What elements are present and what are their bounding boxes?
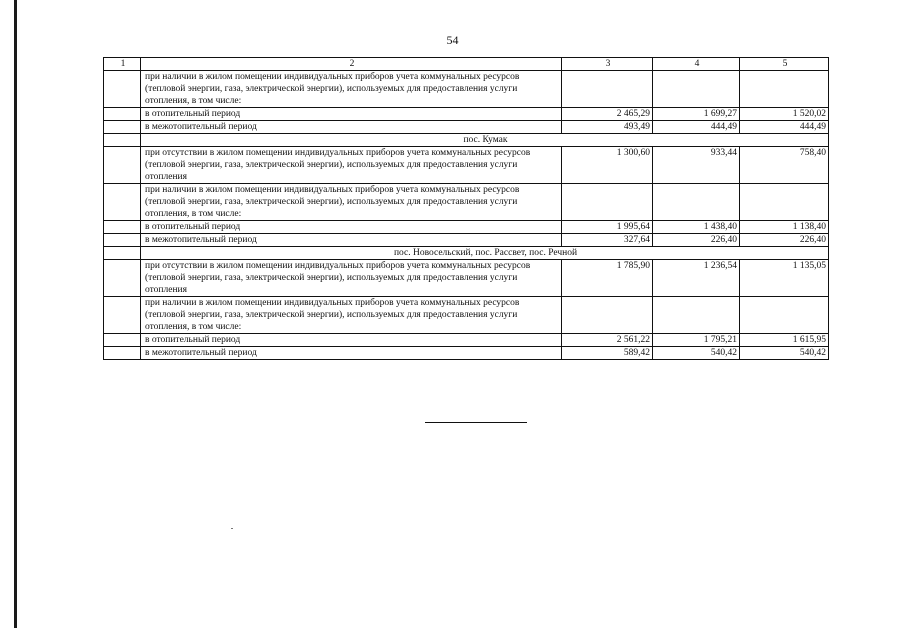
value-cell-col-3: 2 465,29 [562,108,653,121]
value-cell-col-4 [653,184,740,221]
row-number-cell [104,334,141,347]
description-cell: при наличии в жилом помещении индивидуальных приборов учета коммунальных ресурсов (тепловой энергии, газа, электрической энергии), используемых для предоставления услуги отопления, в том числе: [141,184,562,221]
page-number: 54 [446,33,459,47]
value-cell-col-3: 1 785,90 [562,260,653,297]
value-cell-col-5 [740,184,829,221]
row-number-cell [104,108,141,121]
description-cell: при отсутствии в жилом помещении индивидуальных приборов учета коммунальных ресурсов (тепловой энергии, газа, электрической энергии), используемых для предоставления услуги отопления [141,260,562,297]
value-cell-col-4: 540,42 [653,347,740,360]
end-separator-line [425,422,527,423]
description-cell: при отсутствии в жилом помещении индивидуальных приборов учета коммунальных ресурсов (тепловой энергии, газа, электрической энергии), используемых для предоставления услуги отопления [141,147,562,184]
value-cell-col-3: 2 561,22 [562,334,653,347]
description-cell: в отопительный период [141,221,562,234]
header-cell-col-3: 3 [562,58,653,71]
value-cell-col-4 [653,71,740,108]
description-cell: при наличии в жилом помещении индивидуальных приборов учета коммунальных ресурсов (тепловой энергии, газа, электрической энергии), используемых для предоставления услуги отопления, в том числе: [141,71,562,108]
value-cell-col-4: 933,44 [653,147,740,184]
row-number-cell [104,234,141,247]
section-header-row [104,247,829,260]
row-number-cell [104,297,141,334]
row-number-cell [104,134,141,147]
table-row [104,234,829,247]
header-cell-col-4: 4 [653,58,740,71]
row-number-cell [104,260,141,297]
value-cell-col-5: 1 135,05 [740,260,829,297]
table-header-row [104,58,829,71]
description-cell: в межотопительный период [141,121,562,134]
section-title: пос. Кумак [141,134,829,147]
value-cell-col-3 [562,297,653,334]
value-cell-col-3: 327,64 [562,234,653,247]
table-row [104,108,829,121]
row-number-cell [104,347,141,360]
row-number-cell [104,184,141,221]
table-row [104,147,829,184]
value-cell-col-3: 1 300,60 [562,147,653,184]
value-cell-col-5: 1 520,02 [740,108,829,121]
description-cell: в межотопительный период [141,234,562,247]
table-row [104,121,829,134]
table-row [104,184,829,221]
value-cell-col-5: 758,40 [740,147,829,184]
description-cell: в отопительный период [141,334,562,347]
value-cell-col-5: 1 138,40 [740,221,829,234]
row-number-cell [104,247,141,260]
table-row [104,334,829,347]
value-cell-col-5: 444,49 [740,121,829,134]
value-cell-col-4: 1 795,21 [653,334,740,347]
value-cell-col-4 [653,297,740,334]
header-cell-col-2: 2 [141,58,562,71]
value-cell-col-5: 226,40 [740,234,829,247]
value-cell-col-5: 540,42 [740,347,829,360]
value-cell-col-5 [740,71,829,108]
value-cell-col-4: 1 236,54 [653,260,740,297]
tariff-table [103,57,829,360]
value-cell-col-4: 444,49 [653,121,740,134]
table-row [104,297,829,334]
header-cell-col-5: 5 [740,58,829,71]
value-cell-col-3: 589,42 [562,347,653,360]
scan-speck [231,528,233,529]
value-cell-col-5: 1 615,95 [740,334,829,347]
header-cell-col-1: 1 [104,58,141,71]
description-cell: при наличии в жилом помещении индивидуальных приборов учета коммунальных ресурсов (тепловой энергии, газа, электрической энергии), используемых для предоставления услуги отопления, в том числе: [141,297,562,334]
row-number-cell [104,71,141,108]
row-number-cell [104,147,141,184]
description-cell: в отопительный период [141,108,562,121]
table-row [104,260,829,297]
row-number-cell [104,121,141,134]
value-cell-col-5 [740,297,829,334]
section-title: пос. Новосельский, пос. Рассвет, пос. Речной [141,247,829,260]
value-cell-col-4: 1 699,27 [653,108,740,121]
row-number-cell [104,221,141,234]
table-row [104,221,829,234]
value-cell-col-3: 493,49 [562,121,653,134]
value-cell-col-3 [562,184,653,221]
table-row [104,71,829,108]
description-cell: в межотопительный период [141,347,562,360]
value-cell-col-3 [562,71,653,108]
scan-edge-shadow [14,0,17,628]
section-header-row [104,134,829,147]
value-cell-col-4: 1 438,40 [653,221,740,234]
value-cell-col-3: 1 995,64 [562,221,653,234]
value-cell-col-4: 226,40 [653,234,740,247]
table-row [104,347,829,360]
